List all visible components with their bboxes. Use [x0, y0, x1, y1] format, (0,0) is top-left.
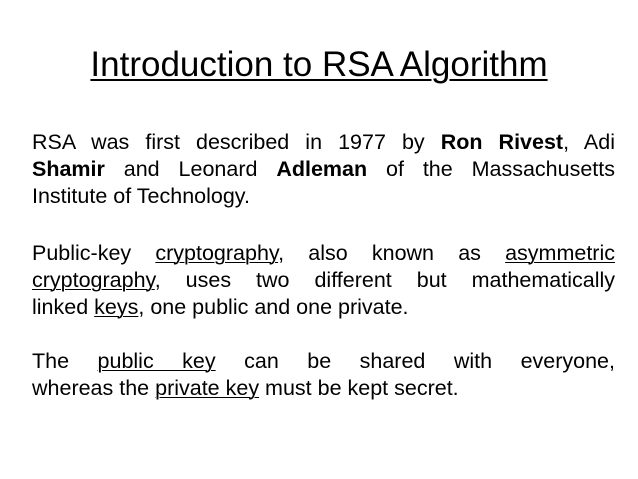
paragraph-line	[32, 183, 615, 210]
paragraph-line	[32, 240, 615, 267]
link-keys[interactable]: keys	[94, 295, 139, 319]
slide-title: Introduction to RSA Algorithm	[90, 45, 548, 84]
name-ron-rivest: Ron Rivest	[440, 130, 564, 154]
link-cryptography-2[interactable]: cryptography	[32, 268, 155, 292]
text: , one public and one private.	[138, 295, 409, 319]
paragraph-key-sharing	[32, 348, 615, 402]
text: RSA was first described in 1977 by	[32, 130, 441, 154]
text: and Leonard	[104, 157, 277, 181]
text: of the Massachusetts	[367, 157, 615, 181]
paragraph-line	[32, 375, 615, 402]
text: whereas the	[32, 376, 156, 400]
link-cryptography[interactable]: cryptography	[155, 241, 279, 265]
paragraph-line	[32, 294, 615, 321]
text: linked	[32, 295, 95, 319]
text: , uses two different but mathematically	[154, 268, 615, 292]
text: Public-key	[32, 241, 156, 265]
link-asymmetric[interactable]: asymmetric	[505, 241, 615, 265]
name-shamir: Shamir	[32, 157, 105, 181]
text: , Adi	[563, 130, 615, 154]
text: , also known as	[278, 241, 506, 265]
paragraph-line	[32, 156, 615, 183]
paragraph-line	[32, 129, 615, 156]
text: can be shared with everyone,	[215, 349, 615, 373]
text: The	[32, 349, 98, 373]
paragraph-line	[32, 348, 615, 375]
paragraph-line	[32, 267, 615, 294]
link-private-key[interactable]: private key	[155, 376, 260, 400]
paragraph-rsa-history	[32, 129, 615, 210]
name-adleman: Adleman	[276, 157, 368, 181]
text: must be kept secret.	[259, 376, 459, 400]
text: Institute of Technology.	[32, 184, 250, 208]
paragraph-public-key	[32, 240, 615, 321]
link-public-key[interactable]: public key	[97, 349, 216, 373]
